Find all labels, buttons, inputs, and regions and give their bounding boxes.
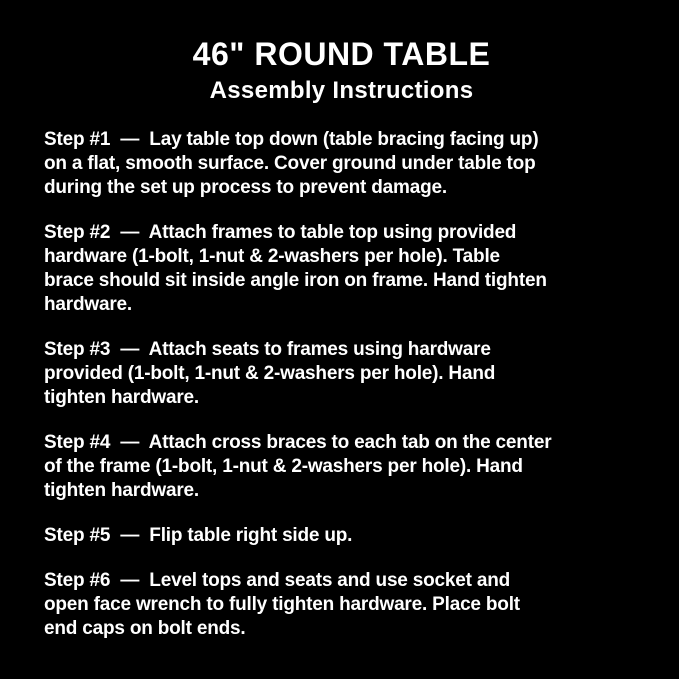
step-line: brace should sit inside angle iron on frame. Hand tighten xyxy=(44,270,547,291)
step-1 xyxy=(44,128,639,200)
step-2 xyxy=(44,221,639,317)
page-title: 46" ROUND TABLE xyxy=(192,36,491,72)
step-line: during the set up process to prevent damage. xyxy=(44,177,447,198)
step-line: hardware. xyxy=(44,294,132,315)
step-line: open face wrench to fully tighten hardware. Place bolt xyxy=(44,594,520,615)
step-line: Step #6 — Level tops and seats and use socket and xyxy=(44,570,511,591)
step-line: on a flat, smooth surface. Cover ground under table top xyxy=(44,153,536,174)
step-line: Step #4 — Attach cross braces to each tab on the center xyxy=(44,432,552,453)
step-5 xyxy=(44,524,639,548)
steps-list xyxy=(44,128,639,641)
step-line: end caps on bolt ends. xyxy=(44,618,246,639)
step-line: Step #3 — Attach seats to frames using hardware xyxy=(44,339,491,360)
step-line: Step #5 — Flip table right side up. xyxy=(44,525,353,546)
step-line: provided (1-bolt, 1-nut & 2-washers per hole). Hand xyxy=(44,363,496,384)
step-6 xyxy=(44,569,639,641)
step-line: Step #2 — Attach frames to table top using provided xyxy=(44,222,517,243)
step-line: Step #1 — Lay table top down (table bracing facing up) xyxy=(44,129,539,150)
step-line: tighten hardware. xyxy=(44,480,199,501)
step-line: tighten hardware. xyxy=(44,387,199,408)
step-4 xyxy=(44,431,639,503)
page-subtitle: Assembly Instructions xyxy=(209,77,474,104)
step-line: of the frame (1-bolt, 1-nut & 2-washers per hole). Hand xyxy=(44,456,523,477)
step-line: hardware (1-bolt, 1-nut & 2-washers per hole). Table xyxy=(44,246,500,267)
step-3 xyxy=(44,338,639,410)
